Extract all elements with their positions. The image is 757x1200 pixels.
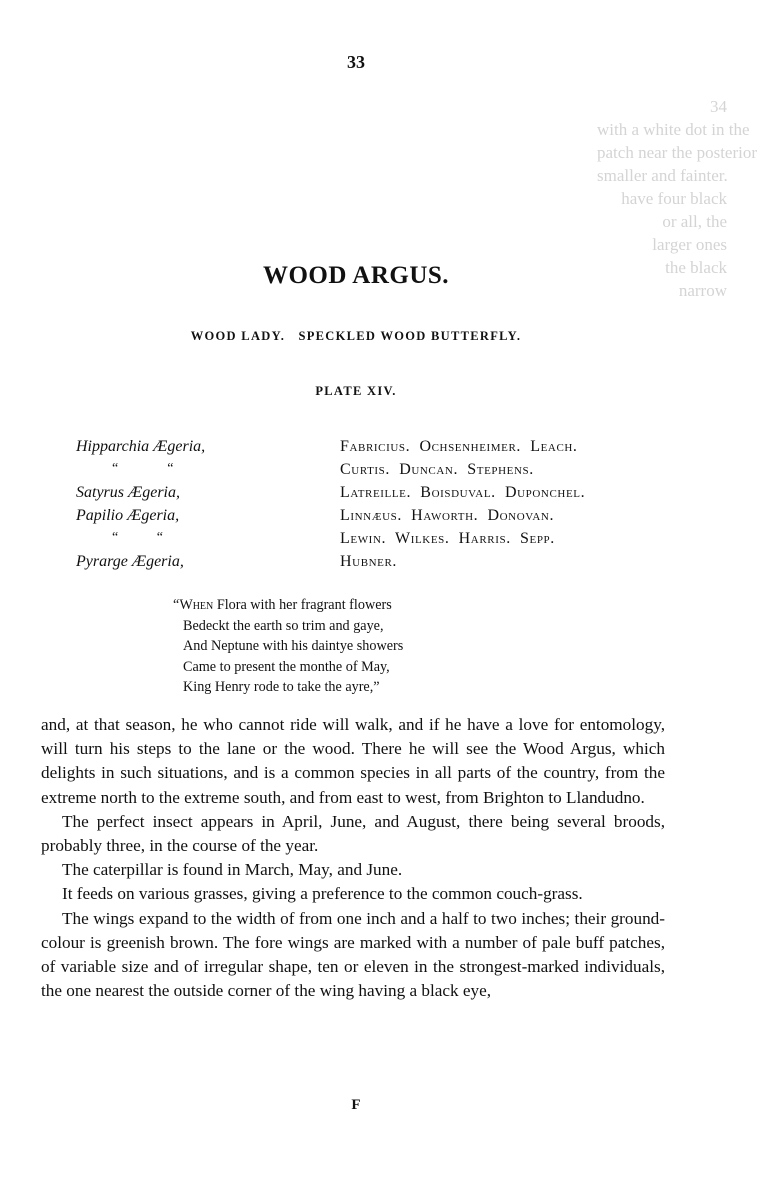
bleed-line: larger ones xyxy=(652,235,727,254)
page-number: 33 xyxy=(347,52,365,72)
synonym-name: Satyrus Ægeria, xyxy=(76,484,180,501)
synonymy-table xyxy=(76,438,676,576)
poem-line: And Neptune with his daintye showers xyxy=(183,638,404,654)
bleed-line: narrow xyxy=(678,281,727,300)
signature-mark: F xyxy=(351,1097,361,1113)
poem-line: Came to present the monthe of May, xyxy=(183,658,390,675)
subtitle: WOOD LADY. SPECKLED WOOD BUTTERFLY. xyxy=(190,329,522,343)
bleed-line: have four black xyxy=(621,189,727,208)
open-quote: “ xyxy=(173,597,180,613)
poem-quotation xyxy=(173,595,593,698)
synonym-row xyxy=(76,553,676,576)
synonym-row xyxy=(76,438,676,461)
ditto-marks: “ “ xyxy=(112,530,163,545)
bleed-line: the black xyxy=(665,258,727,277)
poem-initial-word: When xyxy=(179,597,214,613)
body-text xyxy=(41,713,665,1003)
synonym-authors: Fabricius. Ochsenheimer. Leach. xyxy=(340,438,578,455)
synonym-authors: Hubner. xyxy=(340,553,398,570)
bleed-line: smaller and fainter. xyxy=(597,166,728,185)
synonym-row xyxy=(76,530,676,553)
paragraph: The wings expand to the width of from one inch and a half to two inches; their ground-colour is greenish brown. The fore wings are marked with a number of pale buff patches, of variable size and of irregular shape, ten or eleven in the strongest-marked individuals, the one nearest the outside corner of the wing having a black eye, xyxy=(41,908,665,1001)
poem-line xyxy=(173,595,593,616)
synonym-name: Hipparchia Ægeria, xyxy=(76,438,206,455)
synonym-authors: Latreille. Boisduval. Duponchel. xyxy=(340,484,586,501)
plate-label: PLATE XIV. xyxy=(315,384,397,398)
poem-line-rest: Flora with her fragrant flowers xyxy=(213,597,392,613)
synonym-name: Pyrarge Ægeria, xyxy=(76,553,184,570)
page-title: WOOD ARGUS. xyxy=(262,262,450,289)
bleed-line: 34 xyxy=(710,97,727,116)
paragraph: and, at that season, he who cannot ride will walk, and if he have a love for entomology, will turn his steps to the lane or the wood. There he will see the Wood Argus, which delights in such situations, and is a common species in all parts of the country, from the extreme north to the extreme south, and from east to west, from Brighton to Llandudno. xyxy=(41,715,665,807)
ditto-marks: “ “ xyxy=(112,461,174,476)
synonym-row xyxy=(76,461,676,484)
synonym-row xyxy=(76,507,676,530)
paragraph: It feeds on various grasses, giving a preference to the common couch-grass. xyxy=(62,884,583,904)
synonym-name: Papilio Ægeria, xyxy=(76,507,180,524)
bleed-line: patch near the posterior xyxy=(597,143,757,162)
poem-line: King Henry rode to take the ayre,” xyxy=(183,679,380,695)
synonym-row xyxy=(76,484,676,507)
synonym-authors: Lewin. Wilkes. Harris. Sepp. xyxy=(340,530,555,547)
poem-line: Bedeckt the earth so trim and gaye, xyxy=(183,617,384,634)
paragraph: The caterpillar is found in March, May, and June. xyxy=(62,860,403,880)
bleed-line: or all, the xyxy=(662,212,727,231)
synonym-authors: Curtis. Duncan. Stephens. xyxy=(340,461,534,478)
paragraph: The perfect insect appears in April, June, and August, there being several broods, probably three, in the course of the year. xyxy=(41,811,665,856)
synonym-authors: Linnæus. Haworth. Donovan. xyxy=(340,507,555,524)
bleed-line: with a white dot in the xyxy=(597,120,750,139)
